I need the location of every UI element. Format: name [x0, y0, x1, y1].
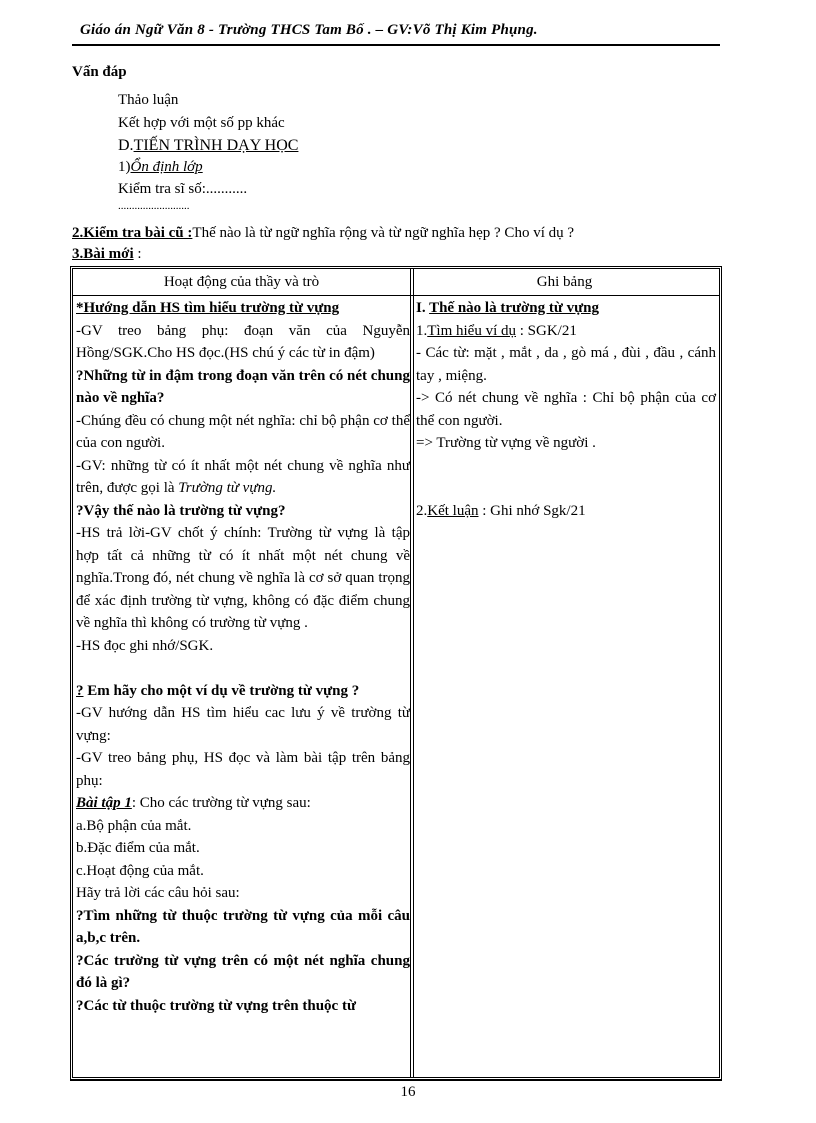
discussion-line: Thảo luận	[118, 92, 179, 108]
activity-line: Hãy trả lời các câu hỏi sau:	[76, 885, 240, 901]
activities-column	[76, 297, 410, 1017]
exercise-label: Bài tập 1	[76, 795, 132, 811]
spacer	[416, 455, 716, 478]
header-activities: Hoạt động của thầy và trò	[163, 274, 320, 290]
board-heading-title: Thế nào là trường từ vựng	[429, 300, 599, 316]
combine-line: Kết hợp với một số pp khác	[118, 115, 285, 131]
activity-line: -GV treo bảng phụ: đoạn văn của Nguyễn Hồng/SGK.Cho HS đọc.(HS chú ý các từ in đậm)	[76, 322, 410, 361]
activity-question: ?Vậy thế nào là trường từ vựng?	[76, 502, 286, 519]
step1-title: Ổn định lớp	[130, 159, 203, 175]
header-text: Giáo án Ngữ Văn 8 - Trường THCS Tam Bố . – GV:Võ Thị Kim Phụng.	[80, 22, 538, 38]
column-divider	[410, 269, 411, 1077]
section-d-heading	[118, 137, 298, 155]
dots-line: ..........................	[118, 200, 190, 212]
exercise-item: b.Đặc điểm của mắt.	[76, 840, 200, 856]
exercise-item: a.Bộ phận của mắt.	[76, 817, 192, 834]
activity-line	[76, 455, 410, 500]
board-line	[416, 500, 716, 523]
activity-line: -GV hướng dẫn HS tìm hiểu cac lưu ý về trường từ vựng:	[76, 705, 410, 744]
old-lesson-label: 2.Kiểm tra bài cũ :	[72, 225, 193, 241]
board-subheading: Kết luận	[427, 502, 479, 519]
activity-text: -GV: những từ có ít nhất một nét chung về nghĩa như trên, được gọi là	[76, 457, 410, 496]
question-mark: ?	[76, 682, 84, 699]
table-header-row	[73, 269, 719, 296]
exercise-line	[76, 792, 410, 815]
footer-rule	[70, 1079, 722, 1081]
exercise-item: c.Hoạt động của mắt.	[76, 862, 204, 879]
step1-heading	[118, 159, 203, 176]
new-lesson-line	[72, 246, 142, 263]
board-column	[416, 297, 716, 522]
activity-question	[76, 680, 410, 703]
page-header	[72, 22, 720, 46]
method-title: Vấn đáp	[72, 64, 127, 80]
spacer	[76, 657, 410, 680]
activity-question: ?Những từ in đậm trong đoạn văn trên có nét chung nào về nghĩa?	[76, 367, 410, 406]
section-d-prefix: D.	[118, 137, 134, 154]
board-text: : SGK/21	[516, 322, 577, 339]
step1-prefix: 1)	[118, 159, 131, 175]
board-line	[416, 320, 716, 343]
header-board: Ghi bảng	[536, 274, 593, 290]
activity-heading: *Hướng dẫn HS tìm hiểu trường từ vựng	[76, 300, 340, 316]
question-text: Em hãy cho một ví dụ về trường từ vựng ?	[83, 682, 360, 699]
activity-question: ?Tìm những từ thuộc trường từ vựng của mỗi câu a,b,c trên.	[76, 907, 410, 946]
activity-line: -GV treo bảng phụ, HS đọc và làm bài tập trên bảng phụ:	[76, 750, 410, 789]
activity-term: Trường từ vựng.	[178, 480, 277, 496]
lesson-table	[70, 266, 722, 1080]
activity-question: ?Các từ thuộc trường từ vựng trên thuộc từ	[76, 997, 356, 1014]
activity-line: -Chúng đều có chung một nét nghĩa: chỉ bộ phận cơ thể của con người.	[76, 412, 410, 451]
board-heading	[416, 297, 716, 320]
board-line: => Trường từ vựng về người .	[416, 435, 596, 451]
exercise-text: : Cho các trường từ vựng sau:	[131, 795, 311, 811]
old-lesson-line	[72, 225, 574, 242]
activity-question: ?Các trường từ vựng trên có một nét nghĩa chung đó là gì?	[76, 952, 410, 991]
column-divider-inner	[413, 269, 414, 1077]
page-number: 16	[400, 1084, 416, 1100]
spacer	[416, 477, 716, 500]
old-lesson-text: Thế nào là từ ngữ nghĩa rộng và từ ngữ nghĩa hẹp ? Cho ví dụ ?	[192, 225, 575, 241]
activity-line: -HS trả lời-GV chốt ý chính: Trường từ vựng là tập hợp tất cả những từ có ít nhất một nét chung về nghĩa.Trong đó, nét chung về nghĩa là cơ sở quan trọng để xác định trường từ vựng, không có đặc điểm chung về nghĩa thì không có trường từ vựng .	[76, 525, 410, 631]
board-line: -> Có nét chung về nghĩa : Chỉ bộ phận của cơ thể con người.	[416, 390, 716, 429]
new-lesson-label: 3.Bài mới	[72, 246, 134, 262]
board-subheading: Tìm hiểu ví dụ	[427, 322, 516, 339]
board-line: - Các từ: mặt , mắt , da , gò má , đùi , đầu , cánh tay , miệng.	[416, 345, 716, 384]
check-line: Kiểm tra sĩ số:...........	[118, 181, 248, 197]
section-d-title: TIẾN TRÌNH DẠY HỌC	[133, 137, 299, 154]
board-heading-number: I.	[416, 300, 430, 316]
board-number: 1.	[416, 322, 428, 339]
board-text: : Ghi nhớ Sgk/21	[478, 502, 586, 519]
new-lesson-colon: :	[133, 246, 142, 262]
board-number: 2.	[416, 502, 428, 519]
activity-line: -HS đọc ghi nhớ/SGK.	[76, 637, 214, 654]
